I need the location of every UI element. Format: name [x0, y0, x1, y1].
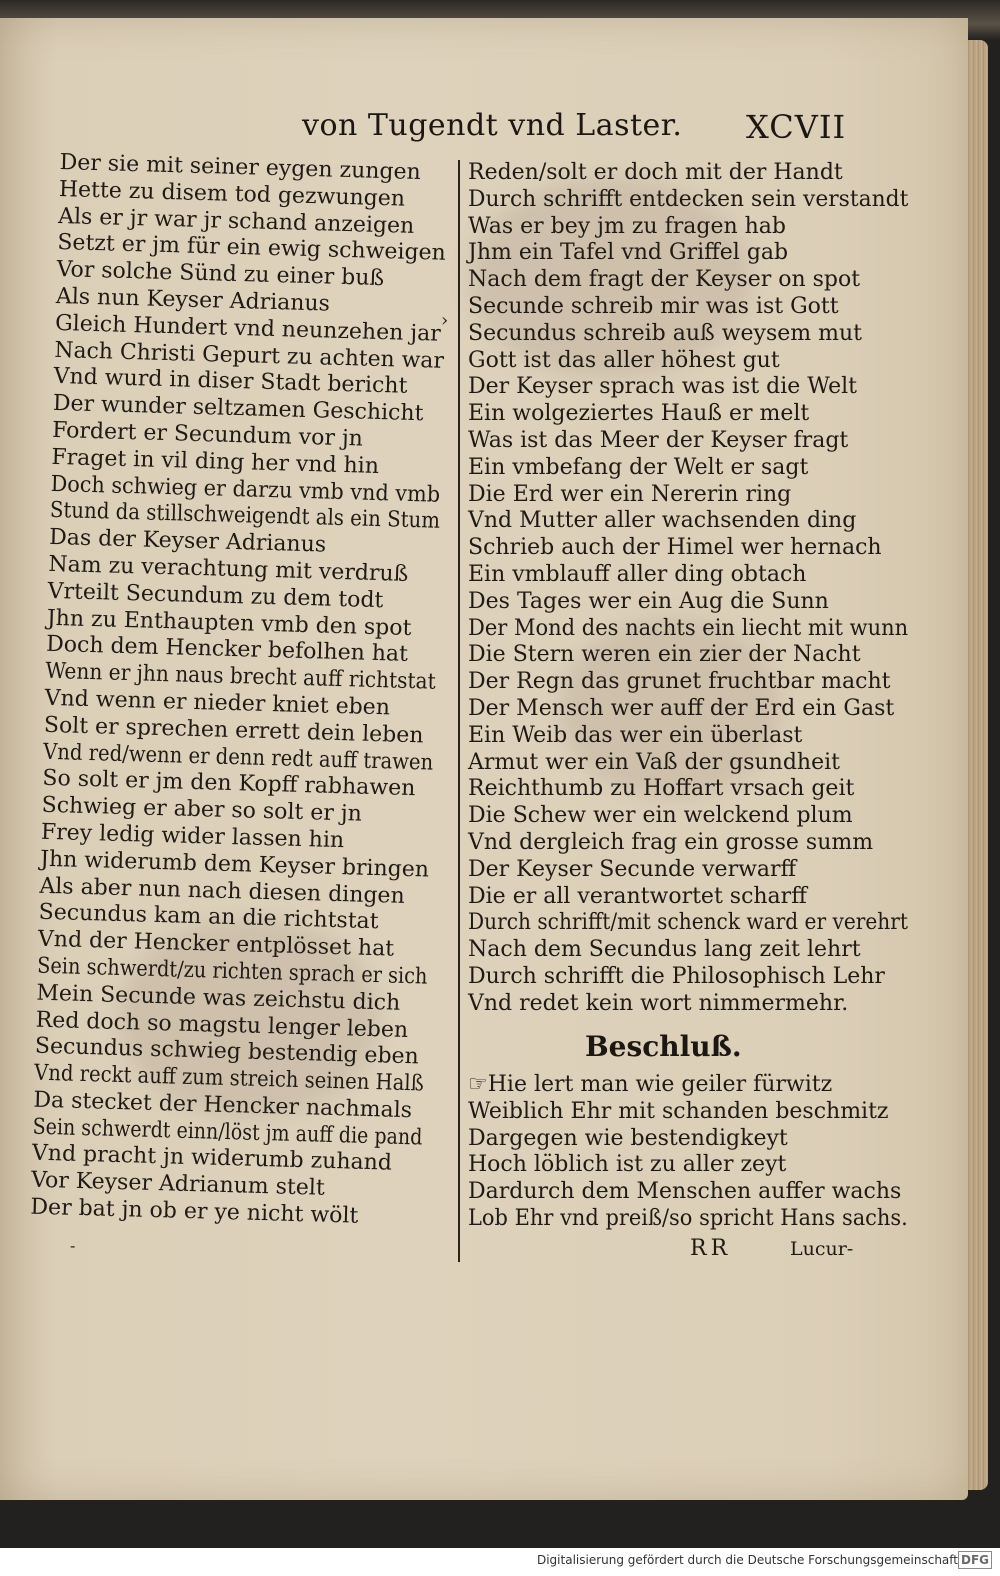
- verse-line: Vrteilt Secundum zu dem todt: [47, 578, 384, 613]
- verse-line: Was ist das Meer der Keyser fragt: [468, 427, 849, 453]
- verse-line: Fordert er Secundum vor jn: [51, 417, 364, 452]
- folio-number: XCVII: [746, 108, 847, 146]
- verse-line: So solt er jm den Kopff rabhawen: [42, 766, 416, 802]
- verse-line: Hoch löblich ist zu aller zeyt: [468, 1152, 787, 1178]
- verse-line: Mein Secunde was zeichstu dich: [36, 980, 401, 1016]
- verse-line: Der Mensch wer auff der Erd ein Gast: [468, 695, 895, 721]
- verse-line: Secundus schwieg bestendig eben: [34, 1033, 420, 1070]
- verse-line: Die Schew wer ein welckend plum: [468, 803, 853, 829]
- verse-line: Schrieb auch der Himel wer hernach: [468, 535, 882, 561]
- funding-credit: Digitalisierung gefördert durch die Deutsche Forschungsgemeinschaft: [536, 1553, 958, 1567]
- verse-line: Die Stern weren ein zier der Nacht: [468, 642, 861, 668]
- verse-line: Das der Keyser Adrianus: [48, 525, 327, 558]
- verse-line: Vnd pracht jn widerumb zuhand: [31, 1141, 393, 1177]
- verse-line: Nach dem Secundus lang zeit lehrt: [468, 937, 861, 963]
- verse-line: Stund da stillschweigendt als ein Stum: [49, 498, 441, 535]
- verse-line: Ein vmbefang der Welt er sagt: [468, 454, 809, 480]
- verse-line: Als er jr war jr schand anzeigen: [57, 203, 415, 239]
- verse-line: Durch schrifft/mit schenck ward er verehrt: [468, 910, 908, 936]
- left-text-column: [30, 150, 510, 1234]
- verse-line: Vnd reckt auff zum streich seinen Halß: [33, 1060, 425, 1097]
- verse-line: Vnd dergleich frag ein grosse summ: [468, 829, 874, 855]
- signature-mark: RR: [690, 1236, 732, 1261]
- verse-line: Der Mond des nachts ein liecht mit wunn: [468, 615, 909, 641]
- verse-line: Setzt er jm für ein ewig schweigen: [57, 230, 447, 267]
- verse-line: Was er bey jm zu fragen hab: [468, 213, 786, 239]
- verse-line: Jhn zu Enthaupten vmb den spot: [46, 605, 412, 641]
- verse-line: Sein schwerdt einn/löst jm auff die pand: [32, 1114, 423, 1151]
- verse-line: Der Keyser sprach was ist die Welt: [468, 374, 858, 400]
- verse-line: Ein wolgeziertes Hauß er melt: [468, 401, 810, 427]
- verse-line: Durch schrifft die Philosophisch Lehr: [468, 963, 885, 989]
- verse-line: Der bat jn ob er ye nicht wölt: [30, 1194, 359, 1229]
- margin-mark: ›: [441, 310, 449, 331]
- verse-line: Durch schrifft entdecken sein verstandt: [468, 186, 909, 212]
- verse-line: Nach Christi Gepurt zu achten war: [54, 337, 445, 374]
- verse-line: Armut wer ein Vaß der gsundheit: [468, 749, 840, 775]
- verse-line: Weiblich Ehr mit schanden beschmitz: [468, 1098, 889, 1124]
- verse-line: Vnd wenn er nieder kniet eben: [44, 685, 391, 721]
- closing-heading: Beschluß.: [585, 1030, 742, 1063]
- verse-line: Vnd redet kein wort nimmermehr.: [468, 990, 849, 1016]
- verse-line: Vnd Mutter aller wachsenden ding: [468, 508, 857, 534]
- verse-line: Vor Keyser Adrianum stelt: [30, 1167, 326, 1202]
- verse-line: Hette zu disem tod gezwungen: [58, 176, 406, 212]
- verse-line: Jhm ein Tafel vnd Griffel gab: [468, 240, 789, 266]
- verse-line: Sein schwerdt/zu richten sprach er sich: [36, 953, 428, 990]
- verse-line: Ein vmblauff aller ding obtach: [468, 561, 807, 587]
- verse-line: ☞Hie lert man wie geiler fürwitz: [468, 1072, 833, 1097]
- verse-line: Vor solche Sünd zu einer buß: [56, 257, 385, 292]
- verse-line: Schwieg er aber so solt er jn: [41, 792, 363, 827]
- verse-line: Die er all verantwortet scharff: [468, 883, 807, 909]
- verse-line: Doch dem Hencker befolhen hat: [45, 632, 409, 668]
- verse-line: Der Keyser Secunde verwarff: [468, 856, 797, 882]
- verse-line: Secunde schreib mir was ist Gott: [468, 293, 839, 319]
- right-text-column: [468, 160, 949, 1018]
- verse-line: Secundus kam an die richtstat: [38, 900, 379, 935]
- verse-line: Gleich Hundert vnd neunzehen jar: [54, 310, 442, 347]
- verse-line: Reden/solt er doch mit der Handt: [468, 160, 843, 185]
- verse-line: Vnd red/wenn er denn redt auff trawen: [42, 739, 434, 776]
- verse-line: Dardurch dem Menschen auffer wachs: [468, 1179, 902, 1205]
- verse-line: Red doch so magstu lenger leben: [35, 1007, 409, 1043]
- verse-line: Als nun Keyser Adrianus: [55, 283, 331, 317]
- catchword: Lucur-: [790, 1238, 854, 1260]
- margin-mark: -: [70, 1236, 76, 1255]
- verse-line: Secundus schreib auß weysem mut: [468, 320, 863, 346]
- column-divider: [458, 160, 460, 1262]
- verse-line: Der Regn das grunet fruchtbar macht: [468, 669, 891, 695]
- verse-line: Als aber nun nach diesen dingen: [39, 873, 406, 909]
- verse-line: Dargegen wie bestendigkeyt: [468, 1125, 788, 1151]
- dfg-logo: DFG: [958, 1551, 992, 1569]
- verse-line: Die Erd wer ein Nererin ring: [468, 481, 792, 507]
- verse-line: Frey ledig wider lassen hin: [40, 819, 345, 854]
- verse-line: Reichthumb zu Hoffart vrsach geit: [468, 776, 855, 802]
- verse-line: Solt er sprechen errett dein leben: [43, 712, 424, 749]
- verse-line: Der wunder seltzamen Geschicht: [52, 391, 424, 427]
- running-head: von Tugendt vnd Laster.: [302, 108, 683, 143]
- verse-line: Der sie mit seiner eygen zungen: [59, 150, 422, 186]
- verse-line: Des Tages wer ein Aug die Sunn: [468, 588, 829, 614]
- verse-line: Lob Ehr vnd preiß/so spricht Hans sachs.: [468, 1205, 908, 1231]
- closing-verse: [468, 1072, 930, 1233]
- verse-line: Nach dem fragt der Keyser on spot: [468, 267, 861, 293]
- verse-line: Doch schwieg er darzu vmb vnd vmb: [50, 471, 441, 508]
- verse-line: Wenn er jhn naus brecht auff richtstat: [45, 658, 437, 695]
- verse-line: Jhn widerumb dem Keyser bringen: [39, 846, 430, 883]
- verse-line: Da stecket der Hencker nachmals: [33, 1087, 413, 1124]
- verse-line: Vnd der Hencker entplösset hat: [37, 926, 395, 962]
- verse-line: Fraget in vil ding her vnd hin: [51, 444, 380, 479]
- verse-line: Gott ist das aller höhest gut: [468, 347, 780, 373]
- verse-line: Vnd wurd in diser Stadt bericht: [53, 364, 408, 400]
- verse-line: Ein Weib das wer ein überlast: [468, 722, 803, 748]
- verse-line: Nam zu verachtung mit verdruß: [48, 551, 409, 587]
